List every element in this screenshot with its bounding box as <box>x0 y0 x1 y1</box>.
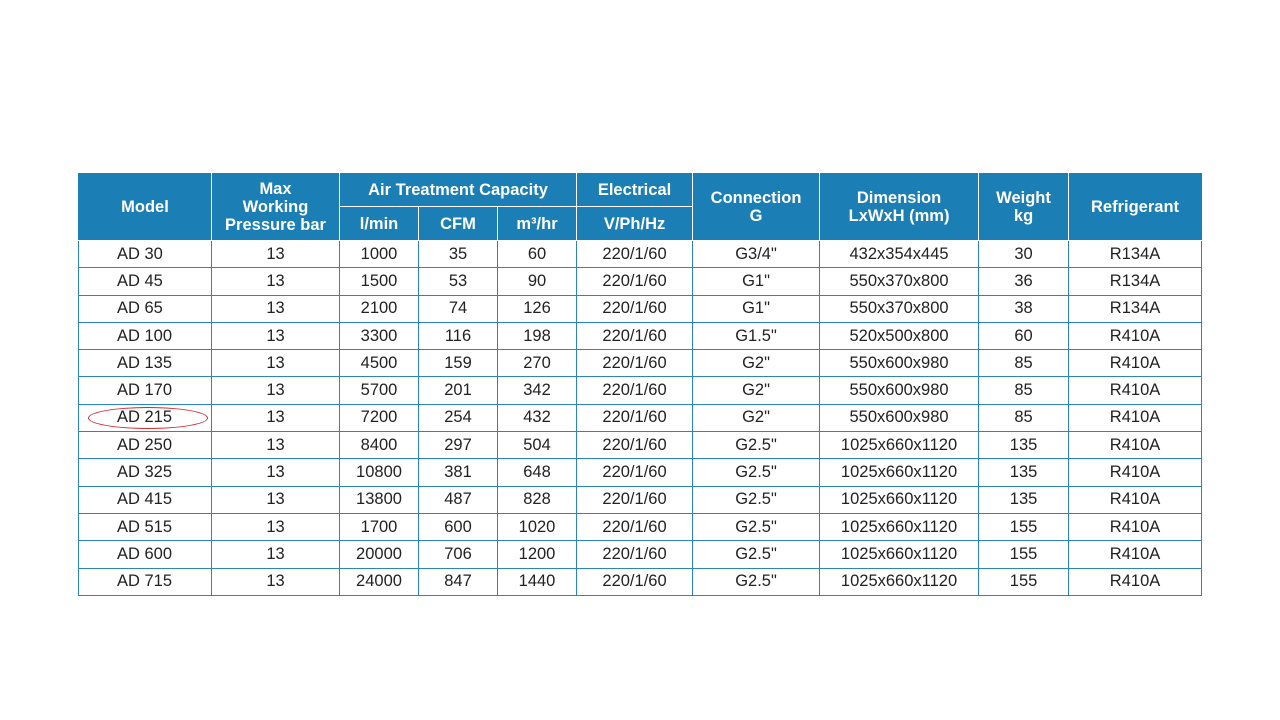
cell-weight: 155 <box>979 513 1069 540</box>
cell-connection: G1.5" <box>693 322 820 349</box>
cell-cfm: 297 <box>419 432 498 459</box>
header-vphhz: V/Ph/Hz <box>577 207 693 241</box>
cell-pressure: 13 <box>212 568 340 595</box>
cell-m3hr: 90 <box>498 268 577 295</box>
cell-weight: 85 <box>979 404 1069 431</box>
cell-cfm: 254 <box>419 404 498 431</box>
cell-connection: G2.5" <box>693 541 820 568</box>
header-pressure-line-3: Pressure bar <box>225 216 326 234</box>
model-label: AD 100 <box>117 326 173 345</box>
cell-lmin: 1500 <box>340 268 419 295</box>
spec-table <box>78 173 1202 596</box>
cell-model <box>79 486 212 513</box>
model-label: AD 45 <box>117 271 163 290</box>
cell-lmin: 3300 <box>340 322 419 349</box>
model-label: AD 515 <box>117 517 173 536</box>
cell-weight: 85 <box>979 377 1069 404</box>
cell-lmin: 4500 <box>340 350 419 377</box>
table-row <box>79 404 1202 431</box>
header-pressure-line-2: Working <box>242 198 309 216</box>
cell-model <box>79 459 212 486</box>
model-label: AD 30 <box>117 244 163 263</box>
cell-dimension: 1025x660x1120 <box>820 459 979 486</box>
header-dimension-line-1: Dimension <box>856 189 942 207</box>
cell-model <box>79 432 212 459</box>
cell-connection: G2.5" <box>693 513 820 540</box>
cell-m3hr: 60 <box>498 241 577 268</box>
cell-refrigerant: R410A <box>1069 377 1202 404</box>
cell-electrical: 220/1/60 <box>577 377 693 404</box>
cell-refrigerant: R410A <box>1069 322 1202 349</box>
cell-pressure: 13 <box>212 486 340 513</box>
cell-cfm: 53 <box>419 268 498 295</box>
cell-dimension: 550x600x980 <box>820 377 979 404</box>
cell-m3hr: 198 <box>498 322 577 349</box>
cell-electrical: 220/1/60 <box>577 486 693 513</box>
cell-lmin: 2100 <box>340 295 419 322</box>
cell-weight: 155 <box>979 541 1069 568</box>
cell-refrigerant: R134A <box>1069 268 1202 295</box>
header-connection-line-2: G <box>749 207 763 225</box>
cell-connection: G2.5" <box>693 568 820 595</box>
cell-electrical: 220/1/60 <box>577 459 693 486</box>
cell-model <box>79 377 212 404</box>
cell-pressure: 13 <box>212 295 340 322</box>
cell-refrigerant: R134A <box>1069 295 1202 322</box>
cell-connection: G1" <box>693 295 820 322</box>
header-model: Model <box>79 174 212 241</box>
header-refrigerant: Refrigerant <box>1069 174 1202 241</box>
cell-model <box>79 404 212 431</box>
header-m3hr: m³/hr <box>498 207 577 241</box>
cell-cfm: 159 <box>419 350 498 377</box>
cell-lmin: 8400 <box>340 432 419 459</box>
cell-m3hr: 270 <box>498 350 577 377</box>
cell-lmin: 1700 <box>340 513 419 540</box>
cell-dimension: 550x370x800 <box>820 268 979 295</box>
cell-dimension: 1025x660x1120 <box>820 568 979 595</box>
table-row <box>79 322 1202 349</box>
cell-connection: G2" <box>693 350 820 377</box>
table-row <box>79 241 1202 268</box>
cell-cfm: 116 <box>419 322 498 349</box>
cell-pressure: 13 <box>212 513 340 540</box>
model-label: AD 250 <box>117 435 173 454</box>
cell-dimension: 520x500x800 <box>820 322 979 349</box>
table-body <box>79 241 1202 596</box>
cell-dimension: 550x370x800 <box>820 295 979 322</box>
header-connection-line-1: Connection <box>710 189 802 207</box>
cell-weight: 135 <box>979 432 1069 459</box>
cell-dimension: 550x600x980 <box>820 404 979 431</box>
table-row <box>79 377 1202 404</box>
cell-dimension: 1025x660x1120 <box>820 541 979 568</box>
header-connection <box>693 174 820 241</box>
cell-pressure: 13 <box>212 459 340 486</box>
cell-cfm: 381 <box>419 459 498 486</box>
model-label: AD 215 <box>117 408 173 427</box>
cell-pressure: 13 <box>212 404 340 431</box>
cell-refrigerant: R410A <box>1069 459 1202 486</box>
cell-weight: 85 <box>979 350 1069 377</box>
cell-electrical: 220/1/60 <box>577 568 693 595</box>
cell-electrical: 220/1/60 <box>577 350 693 377</box>
model-label: AD 415 <box>117 490 173 509</box>
cell-cfm: 35 <box>419 241 498 268</box>
cell-weight: 135 <box>979 459 1069 486</box>
cell-pressure: 13 <box>212 377 340 404</box>
header-pressure-line-1: Max <box>259 180 292 198</box>
cell-model <box>79 268 212 295</box>
table-row <box>79 459 1202 486</box>
cell-connection: G2.5" <box>693 486 820 513</box>
cell-refrigerant: R410A <box>1069 432 1202 459</box>
cell-m3hr: 648 <box>498 459 577 486</box>
cell-refrigerant: R410A <box>1069 350 1202 377</box>
cell-lmin: 5700 <box>340 377 419 404</box>
cell-connection: G1" <box>693 268 820 295</box>
cell-model <box>79 350 212 377</box>
cell-pressure: 13 <box>212 241 340 268</box>
cell-m3hr: 126 <box>498 295 577 322</box>
cell-weight: 60 <box>979 322 1069 349</box>
cell-pressure: 13 <box>212 268 340 295</box>
model-label: AD 135 <box>117 353 173 372</box>
cell-cfm: 706 <box>419 541 498 568</box>
cell-pressure: 13 <box>212 541 340 568</box>
table-row <box>79 486 1202 513</box>
cell-refrigerant: R410A <box>1069 568 1202 595</box>
model-label: AD 65 <box>117 299 163 318</box>
table-row <box>79 541 1202 568</box>
header-electrical: Electrical <box>577 174 693 207</box>
table-row <box>79 268 1202 295</box>
cell-dimension: 550x600x980 <box>820 350 979 377</box>
header-lmin: l/min <box>340 207 419 241</box>
cell-electrical: 220/1/60 <box>577 404 693 431</box>
cell-lmin: 13800 <box>340 486 419 513</box>
cell-dimension: 1025x660x1120 <box>820 432 979 459</box>
cell-lmin: 10800 <box>340 459 419 486</box>
spec-table-container <box>78 173 1201 596</box>
table-row <box>79 432 1202 459</box>
cell-model <box>79 541 212 568</box>
cell-refrigerant: R410A <box>1069 404 1202 431</box>
cell-refrigerant: R134A <box>1069 241 1202 268</box>
cell-electrical: 220/1/60 <box>577 295 693 322</box>
table-row <box>79 513 1202 540</box>
model-label: AD 600 <box>117 544 173 563</box>
header-dimension <box>820 174 979 241</box>
cell-dimension: 1025x660x1120 <box>820 486 979 513</box>
header-pressure <box>212 174 340 241</box>
table-row <box>79 295 1202 322</box>
cell-weight: 36 <box>979 268 1069 295</box>
model-label: AD 325 <box>117 463 173 482</box>
cell-lmin: 24000 <box>340 568 419 595</box>
cell-weight: 38 <box>979 295 1069 322</box>
cell-refrigerant: R410A <box>1069 541 1202 568</box>
cell-weight: 135 <box>979 486 1069 513</box>
cell-weight: 30 <box>979 241 1069 268</box>
cell-connection: G2" <box>693 404 820 431</box>
cell-pressure: 13 <box>212 432 340 459</box>
cell-connection: G2" <box>693 377 820 404</box>
cell-model <box>79 295 212 322</box>
cell-m3hr: 342 <box>498 377 577 404</box>
cell-lmin: 20000 <box>340 541 419 568</box>
cell-cfm: 74 <box>419 295 498 322</box>
header-cfm: CFM <box>419 207 498 241</box>
cell-refrigerant: R410A <box>1069 513 1202 540</box>
cell-electrical: 220/1/60 <box>577 322 693 349</box>
cell-model <box>79 568 212 595</box>
cell-electrical: 220/1/60 <box>577 541 693 568</box>
cell-electrical: 220/1/60 <box>577 268 693 295</box>
table-row <box>79 350 1202 377</box>
model-label: AD 170 <box>117 381 173 400</box>
cell-cfm: 201 <box>419 377 498 404</box>
header-dimension-line-2: LxWxH (mm) <box>848 207 950 225</box>
cell-cfm: 847 <box>419 568 498 595</box>
cell-m3hr: 432 <box>498 404 577 431</box>
cell-model <box>79 513 212 540</box>
cell-m3hr: 1200 <box>498 541 577 568</box>
cell-pressure: 13 <box>212 350 340 377</box>
cell-pressure: 13 <box>212 322 340 349</box>
cell-connection: G3/4" <box>693 241 820 268</box>
cell-connection: G2.5" <box>693 459 820 486</box>
cell-connection: G2.5" <box>693 432 820 459</box>
cell-cfm: 600 <box>419 513 498 540</box>
cell-m3hr: 1020 <box>498 513 577 540</box>
header-weight-line-2: kg <box>1013 207 1034 225</box>
cell-m3hr: 504 <box>498 432 577 459</box>
cell-weight: 155 <box>979 568 1069 595</box>
cell-electrical: 220/1/60 <box>577 432 693 459</box>
cell-refrigerant: R410A <box>1069 486 1202 513</box>
cell-m3hr: 828 <box>498 486 577 513</box>
header-air-capacity: Air Treatment Capacity <box>340 174 577 207</box>
header-weight <box>979 174 1069 241</box>
cell-electrical: 220/1/60 <box>577 513 693 540</box>
cell-m3hr: 1440 <box>498 568 577 595</box>
cell-dimension: 1025x660x1120 <box>820 513 979 540</box>
cell-dimension: 432x354x445 <box>820 241 979 268</box>
header-weight-line-1: Weight <box>996 189 1051 207</box>
cell-model <box>79 322 212 349</box>
cell-electrical: 220/1/60 <box>577 241 693 268</box>
model-label: AD 715 <box>117 572 173 591</box>
cell-lmin: 7200 <box>340 404 419 431</box>
cell-model <box>79 241 212 268</box>
cell-cfm: 487 <box>419 486 498 513</box>
cell-lmin: 1000 <box>340 241 419 268</box>
table-row <box>79 568 1202 595</box>
